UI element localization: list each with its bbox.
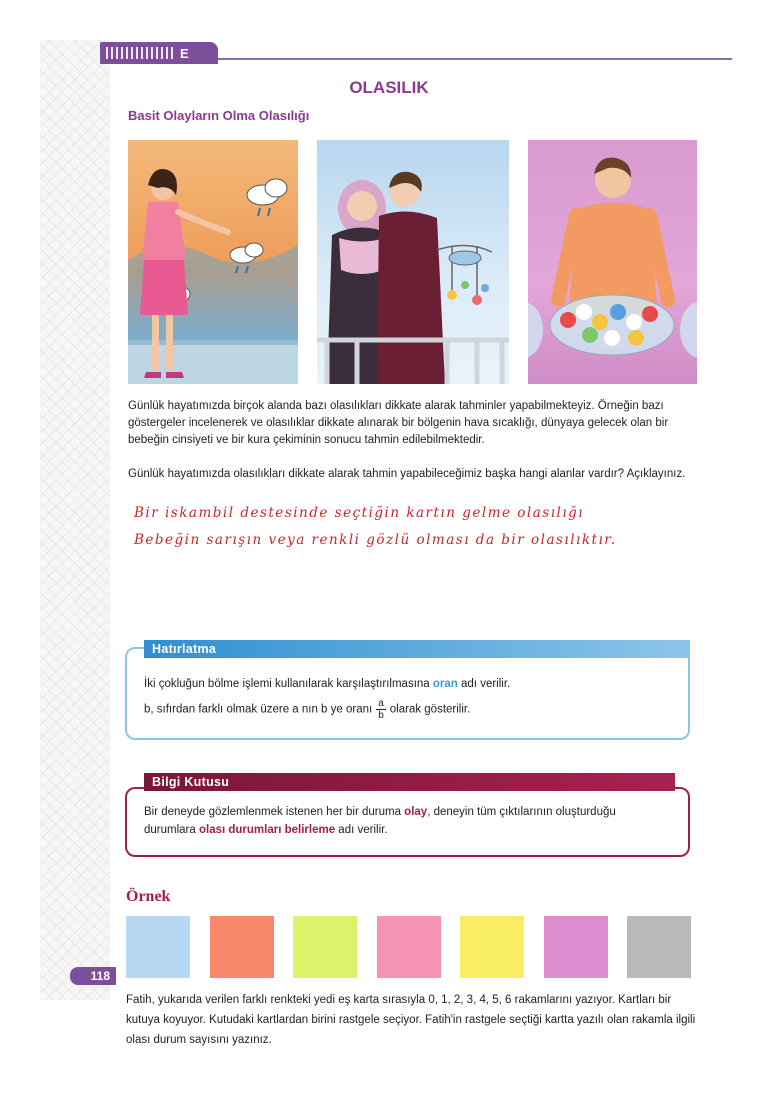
reminder-label: Hatırlatma [144,640,690,658]
page-title: OLASILIK [349,78,429,97]
term-ratio: oran [432,678,458,690]
fraction-denominator: b [378,710,384,721]
reminder-line-1-text: İki çokluğun bölme işlemi kullanılarak karşılaştırılmasına [144,678,433,690]
example-heading: Örnek [126,888,171,905]
term-outcomes: olası durumları belirleme [198,824,336,836]
info-line-2-end: adı verilir. [335,824,388,836]
info-line-1 [144,804,616,821]
color-card [627,916,691,978]
fraction-a-over-b [376,698,386,721]
margin-pattern [40,40,110,1000]
section-subtitle: Basit Olayların Olma Olasılığı [128,108,310,123]
info-line-2-text: durumlara [144,824,199,836]
reminder-line-1-end: adı verilir. [457,678,511,690]
unit-tab-stripes [106,47,176,59]
color-card [544,916,608,978]
color-card [460,916,524,978]
term-event: olay [404,806,428,818]
info-line-1-text: Bir deneyde gözlemlenmek istenen her bir duruma [144,806,405,818]
color-card [293,916,357,978]
reminder-line-2-end: olarak gösterilir. [389,703,471,716]
illustration-expecting-couple [317,140,509,384]
example-text: Fatih, yukarıda verilen farklı renkteki yedi eş karta sırasıyla 0, 1, 2, 3, 4, 5, 6 rakamlarını yazıyor. Kartları bir kutuya koyuyor. Kutudaki kartlardan birini rastgele seçiyor. Fatih'in rastgele seçtiği kartta yazılı olan rakamla ilgili olası durum sayısını yazınız. [126,994,696,1046]
reminder-line-1 [144,676,510,693]
question-paragraph: Günlük hayatımızda olasılıkları dikkate alarak tahmin yapabileceğimiz başka hangi alanlar vardır? Açıklayınız. [128,468,686,480]
info-line-2 [144,822,388,839]
page-number: 118 [70,967,116,985]
unit-tab [100,42,218,64]
illustration-weather-presenter [128,140,298,384]
info-label: Bilgi Kutusu [144,773,675,791]
intro-paragraph: Günlük hayatımızda birçok alanda bazı olasılıkları dikkate alarak tahminler yapabilmekteyiz. Örneğin bazı göstergeler incelenerek ve olasılıklar dikkate alınarak bir bölgenin hava sıcaklığı, dünyaya gelecek olan bir bebeğin cinsiyeti ve bir kura çekiminin sonucu tahmin edilebilmektedir. [128,400,669,446]
illustration-lottery-draw [528,140,697,384]
reminder-line-2-text: b, sıfırdan farklı olmak üzere a nın b ye oranı [144,703,373,716]
reminder-line-2 [144,698,470,721]
fraction-numerator: a [378,698,384,709]
info-line-1-end: , deneyin tüm çıktılarının oluşturduğu [427,806,616,818]
color-card [377,916,441,978]
handwritten-answer-line-2: Bebeğin sarışın veya renkli gözlü olması da bir olasılıktır. [134,532,617,548]
unit-tab-label: E [180,45,190,61]
handwritten-answer-line-1: Bir iskambil destesinde seçtiğin kartın gelme olasılığı [134,505,585,521]
color-card [126,916,190,978]
color-card [210,916,274,978]
reminder-box [125,647,690,740]
